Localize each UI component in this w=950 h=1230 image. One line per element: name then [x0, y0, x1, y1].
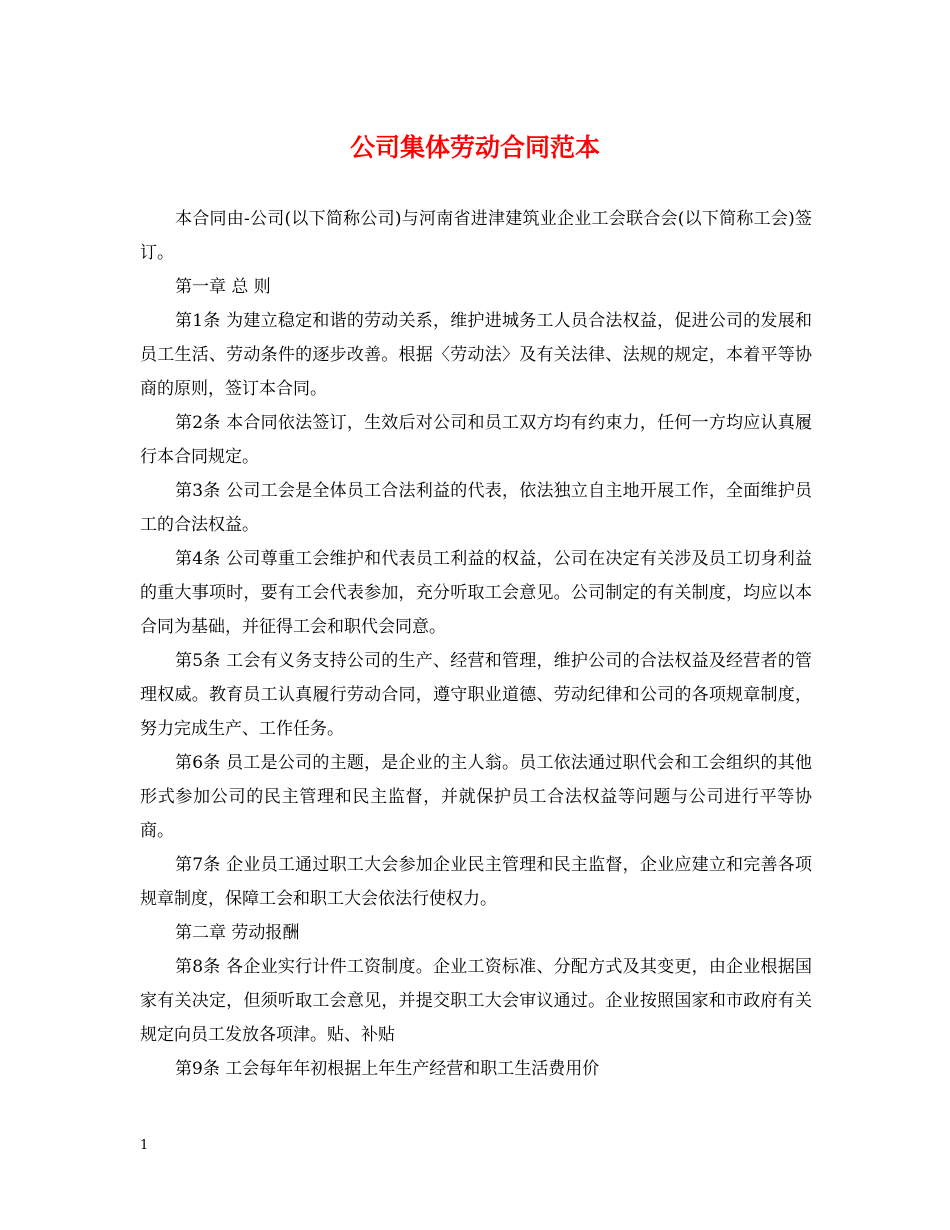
article-paragraph: 第6条 员工是公司的主题，是企业的主人翁。员工依法通过职代会和工会组织的其他形式参加公司的民主管理和民主监督，并就保护员工合法权益等问题与公司进行平等协商。: [140, 753, 812, 841]
paragraph-intro: 本合同由-公司(以下简称公司)与河南省进津建筑业企业工会联合会(以下简称工会)签订。: [140, 209, 812, 263]
article-paragraph: 第3条 公司工会是全体员工合法利益的代表，依法独立自主地开展工作，全面维护员工的合法权益。: [140, 481, 812, 535]
article-paragraph: 第9条 工会每年年初根据上年生产经营和职工生活费用价: [175, 1059, 600, 1079]
article-paragraph: 第4条 公司尊重工会维护和代表员工利益的权益，公司在决定有关涉及员工切身利益的重大事项时，要有工会代表参加，充分听取工会意见。公司制定的有关制度，均应以本合同为基础，并征得工会和职代会同意。: [140, 549, 812, 637]
chapter-heading: 第二章 劳动报酬: [175, 923, 300, 943]
article-paragraph: 第7条 企业员工通过职工大会参加企业民主管理和民主监督，企业应建立和完善各项规章制度，保障工会和职工大会依法行使权力。: [140, 855, 812, 909]
page-number: 1: [140, 1138, 149, 1153]
article-paragraph: 第1条 为建立稳定和谐的劳动关系，维护进城务工人员合法权益，促进公司的发展和员工生活、劳动条件的逐步改善。根据〈劳动法〉及有关法律、法规的规定，本着平等协商的原则，签订本合同。: [140, 311, 812, 399]
document-title: 公司集体劳动合同范本: [349, 133, 600, 162]
article-paragraph: 第2条 本合同依法签订，生效后对公司和员工双方均有约束力，任何一方均应认真履行本合同规定。: [140, 413, 812, 467]
chapter-heading: 第一章 总 则: [175, 277, 271, 297]
article-paragraph: 第5条 工会有义务支持公司的生产、经营和管理，维护公司的合法权益及经营者的管理权威。教育员工认真履行劳动合同，遵守职业道德、劳动纪律和公司的各项规章制度，努力完成生产、工作任务。: [140, 651, 812, 739]
article-paragraph: 第8条 各企业实行计件工资制度。企业工资标准、分配方式及其变更，由企业根据国家有关决定，但须听取工会意见，并提交职工大会审议通过。企业按照国家和市政府有关规定向员工发放各项津。贴、补贴: [140, 957, 812, 1045]
document-body: [140, 202, 812, 1086]
